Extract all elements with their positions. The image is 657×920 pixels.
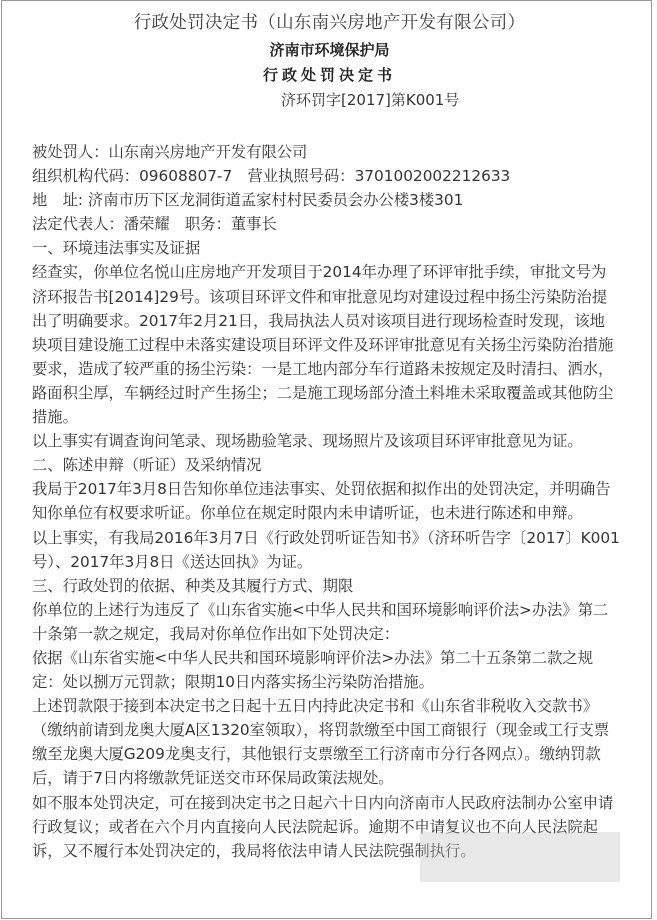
organization-code: 组织机构代码：09608807-7 营业执照号码：370100200221263​3 — [32, 167, 511, 186]
document-frame — [1, 0, 652, 919]
watermark-overlay — [420, 832, 620, 882]
hearing-paragraph: 我局于2017年3月8日告知你单位违法事实、处罚依据和拟作出的处罚决定，并明确告知你单位有权要求听证。你单位在规定时限内未申请听证，也未进行陈述和申辩。 — [32, 480, 611, 523]
decision-paragraph: 依据《山东省实施<中华人民共和国环境影响评价法>办法》第二十五条第二款之规定：处以捌万元罚款；限期10日内落实扬尘污染防治措施。 — [32, 648, 594, 692]
facts-paragraph: 经查实，你单位名悦山庄房地产开发项目于2014年办理了环评审批手续，审批文号为济环报告书[2014]29号。该项目环评文件和审批意见均对建设过程中扬尘污染防治提出了明确要求。2017年2月21日，我局执法人员对该项目进行现场检查时发现，该地块项目建设施工过程中未落实建设项目环评文件及环评审批意见有关扬尘污染防治措施要求，造成了较严重的扬尘污染：一是工地内部分车行道路未按规定及时清扫、洒水，路面积尘厚，车辆经过时产生扬尘；二是施工现场部分渣土料堆未采取覆盖或其他防尘措施。 — [32, 263, 614, 427]
document-number: 济环罚字[2017]第K001号 — [281, 91, 460, 109]
hearing-evidence-paragraph: 以上事实，有我局2016年3月7日《行政处罚听证告知书》（济环听告字〔2017〕K001号）、2017年3月8日《送达回执》为证。 — [32, 528, 620, 571]
address: 地 址: 济南市历下区龙洞街道孟家村村民委员会办公楼3楼301 — [32, 191, 464, 210]
document-name: 行政处罚决定书 — [262, 66, 396, 84]
evidence-paragraph: 以上事实有调查询问笔录、现场勘验笔录、现场照片及该项目环评审批意见为证。 — [32, 432, 583, 451]
document-body — [32, 140, 620, 863]
section-heading-facts: 一、环境违法事实及证据 — [32, 239, 201, 258]
violation-paragraph: 你单位的上述行为违反了《山东省实施<中华人民共和国环境影响评价法>办法》第二十条第一款之规定，我局对你单位作出如下处罚决定： — [32, 600, 609, 643]
legal-representative: 法定代表人：潘荣耀 职务：董事长 — [32, 215, 277, 234]
section-heading-hearing: 二、陈述申辩（听证）及采纳情况 — [32, 456, 262, 475]
page-title: 行政处罚决定书（山东南兴房地产开发有限公司） — [133, 13, 526, 33]
penalized-party: 被处罚人：山东南兴房地产开发有限公司 — [32, 143, 308, 161]
appeal-paragraph: 如不服本处罚决定，可在接到决定书之日起六十日内向济南市人民政府法制办公室申请行政复议；或者在六个月内直接向人民法院起诉。逾期不申请复议也不向人民法院起诉，又不履行本处罚决定的，我局将依法申请人民法院强制执行。 — [32, 793, 614, 860]
agency-name: 济南市环境保护局 — [269, 41, 390, 59]
section-heading-basis: 三、行政处罚的依据、种类及其履行方式、期限 — [32, 576, 354, 595]
payment-paragraph: 上述罚款限于接到本决定书之日起十五日内持此决定书和《山东省非税收入交款书》（缴纳前请到龙奥大厦A区1320室领取），将罚款缴至中国工商银行（现金或工行支票缴至龙奥大厦G209龙奥支行，其他银行支票缴至工行济南市分行各网点）。缴纳罚款后，请于7日内将缴款凭证送交市环保局政策法规处。 — [32, 697, 610, 788]
